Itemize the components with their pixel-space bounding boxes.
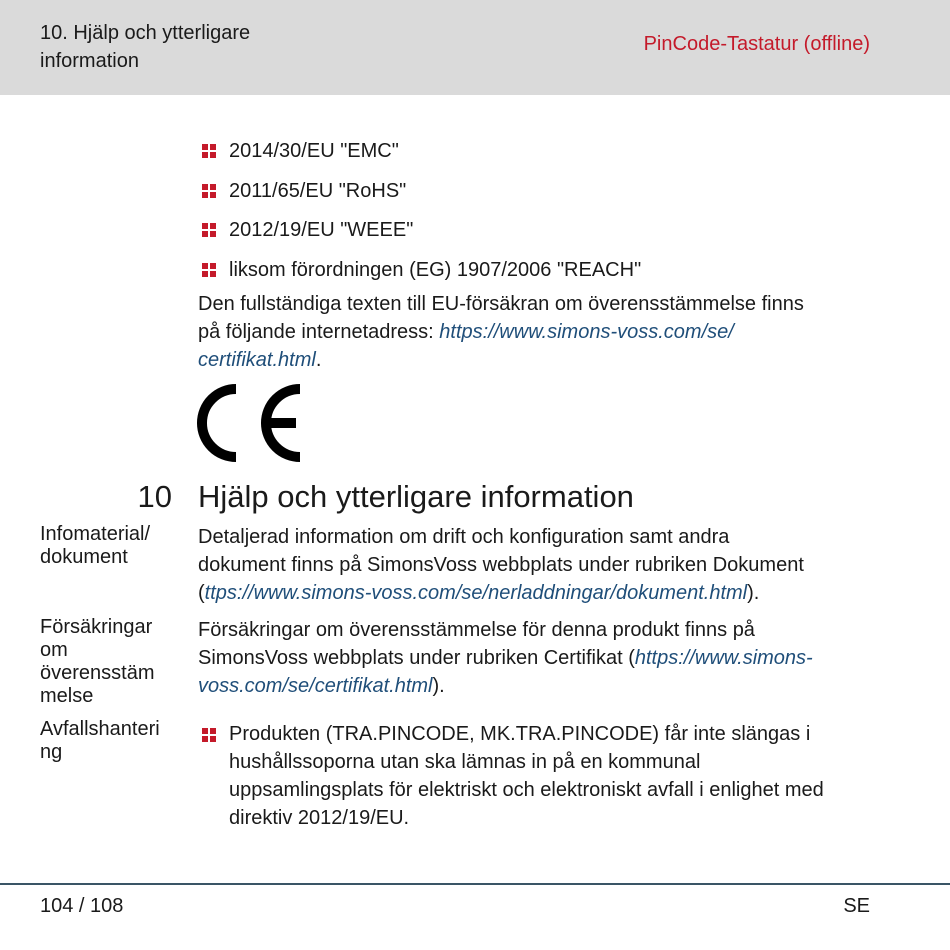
chapter-title: Hjälp och ytterligare information [198, 479, 634, 514]
page-header [0, 0, 950, 95]
info-text: dokument finns på SimonsVoss webbplats under rubriken Dokument [198, 554, 804, 576]
declaration-text: på följande internetadress: [198, 321, 440, 343]
directive-list [200, 138, 880, 296]
documents-link[interactable]: ttps://www.simons-voss.com/se/nerladdningar/dokument.html [204, 582, 748, 604]
directive-text: 2012/19/EU "WEEE" [229, 219, 414, 241]
directive-text: 2011/65/EU "RoHS" [229, 179, 407, 202]
declaration-text: Den fullständiga texten till EU-försäkran om överensstämmelse finns [198, 293, 804, 315]
directive-text: 2014/30/EU "EMC" [229, 140, 399, 162]
certs-text: Försäkringar om överensstämmelse för denna produkt finns på [198, 619, 755, 641]
header-section-title: 10. Hjälp och ytterligare information [40, 22, 251, 72]
side-label-waste: Avfallshanteri ng [40, 718, 160, 763]
ce-mark-logo [196, 383, 308, 463]
declaration-suffix: . [315, 349, 322, 371]
side-label-certs: Försäkringar om överensstäm melse [40, 616, 155, 707]
list-item [200, 178, 880, 218]
certs-paragraph [198, 616, 878, 700]
red-square-bullet-icon [202, 223, 216, 237]
certificates-link-continued[interactable]: voss.com/se/certifikat.html [198, 675, 433, 697]
side-label-info: Infomaterial/ dokument [40, 523, 151, 568]
certs-text: SimonsVoss webbplats under rubriken Certifikat ( [198, 647, 635, 669]
red-square-bullet-icon [202, 144, 216, 158]
directive-text: liksom förordningen (EG) 1907/2006 "REACH" [229, 258, 642, 281]
list-item [200, 217, 880, 257]
info-paragraph [198, 523, 878, 607]
footer-divider [0, 883, 950, 885]
chapter-number: 10 [137, 479, 172, 514]
red-square-bullet-icon [202, 184, 216, 198]
info-open-paren: ( [198, 582, 205, 604]
info-close: ). [747, 582, 760, 604]
red-square-bullet-icon [202, 263, 216, 277]
header-product-name: PinCode-Tastatur (offline) [643, 33, 870, 55]
list-item [200, 138, 880, 178]
declaration-paragraph [198, 290, 878, 374]
certs-close: ). [432, 675, 445, 697]
certificate-link-continued[interactable]: certifikat.html [198, 349, 316, 371]
red-square-bullet-icon [202, 728, 216, 742]
page-number: 104 / 108 [40, 895, 124, 917]
language-code: SE [843, 895, 870, 917]
info-text: Detaljerad information om drift och konfiguration samt andra [198, 526, 730, 548]
waste-text: Produkten (TRA.PINCODE, MK.TRA.PINCODE) får inte slängas i hushållssoporna utan ska lämnas in på en kommunal uppsamlingsplats för elektriskt och elektroniskt avfall i enlighet med direktiv 2012/19/EU. [229, 723, 824, 829]
certificates-link[interactable]: https://www.simons- [634, 647, 813, 669]
certificate-link[interactable]: https://www.simons-voss.com/se/ [439, 321, 734, 343]
